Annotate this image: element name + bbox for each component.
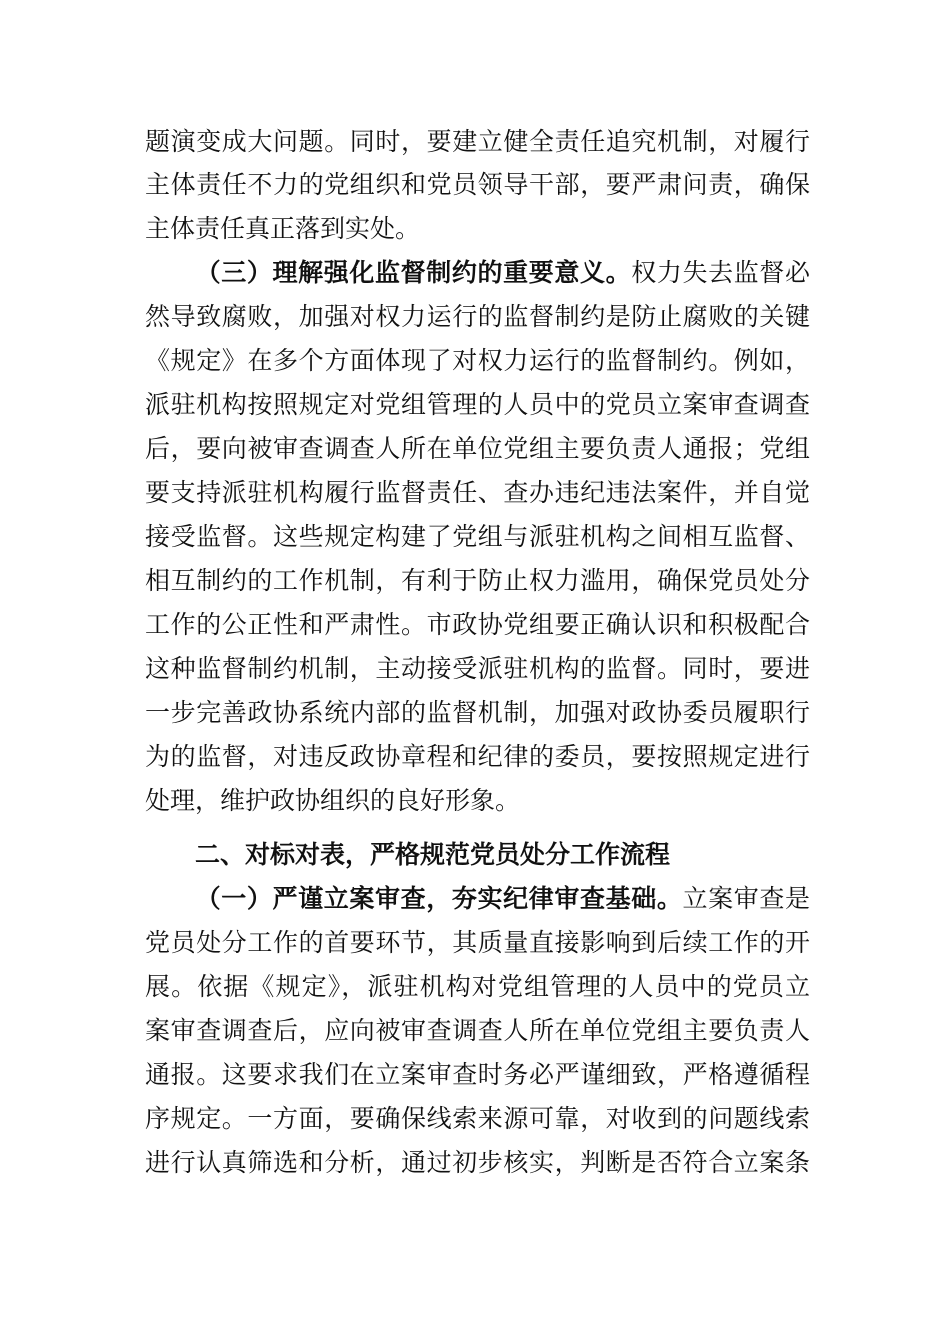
body-line: 展。依据《规定》，派驻机构对党组管理的人员中的党员立	[145, 972, 810, 1001]
body-line: 主体责任真正落到实处。	[145, 214, 421, 243]
subheading-bold: （三）理解强化监督制约的重要意义。	[195, 258, 632, 287]
body-line: 通报。这要求我们在立案审查时务必严谨细致，严格遵循程	[145, 1060, 810, 1089]
subheading-bold: （一）严谨立案审查，夯实纪律审查基础。	[195, 884, 683, 913]
body-line: 这种监督制约机制，主动接受派驻机构的监督。同时，要进	[145, 654, 810, 683]
body-line: 派驻机构按照规定对党组管理的人员中的党员立案审查调查	[145, 390, 810, 419]
subheading-line	[145, 253, 810, 293]
body-line: 题演变成大问题。同时，要建立健全责任追究机制，对履行	[145, 127, 810, 156]
body-line: 为的监督，对违反政协章程和纪律的委员，要按照规定进行	[145, 742, 810, 771]
body-line: 主体责任不力的党组织和党员领导干部，要严肃问责，确保	[145, 170, 810, 199]
body-line: 要支持派驻机构履行监督责任、查办违纪违法案件，并自觉	[145, 478, 810, 507]
body-line: 一步完善政协系统内部的监督机制，加强对政协委员履职行	[145, 698, 810, 727]
body-line: 党员处分工作的首要环节，其质量直接影响到后续工作的开	[145, 928, 810, 957]
body-line: 相互制约的工作机制，有利于防止权力滥用，确保党员处分	[145, 566, 810, 595]
body-line: 进行认真筛选和分析，通过初步核实，判断是否符合立案条	[145, 1148, 810, 1177]
subheading-rest: 权力失去监督必	[631, 258, 810, 287]
subheading-rest: 立案审查是	[682, 884, 810, 913]
subheading-line	[145, 879, 810, 919]
body-line: 然导致腐败，加强对权力运行的监督制约是防止腐败的关键	[145, 302, 810, 331]
body-line: 后，要向被审查调查人所在单位党组主要负责人通报；党组	[145, 434, 810, 463]
body-line: 工作的公正性和严肃性。市政协党组要正确认识和积极配合	[145, 610, 810, 639]
body-line: 案审查调查后，应向被审查调查人所在单位党组主要负责人	[145, 1016, 810, 1045]
section-heading: 二、对标对表，严格规范党员处分工作流程	[195, 840, 671, 869]
body-line: 序规定。一方面，要确保线索来源可靠，对收到的问题线索	[145, 1104, 810, 1133]
body-line: 接受监督。这些规定构建了党组与派驻机构之间相互监督、	[145, 522, 810, 551]
body-line: 处理，维护政协组织的良好形象。	[145, 786, 521, 815]
body-line: 《规定》在多个方面体现了对权力运行的监督制约。例如，	[145, 346, 810, 375]
